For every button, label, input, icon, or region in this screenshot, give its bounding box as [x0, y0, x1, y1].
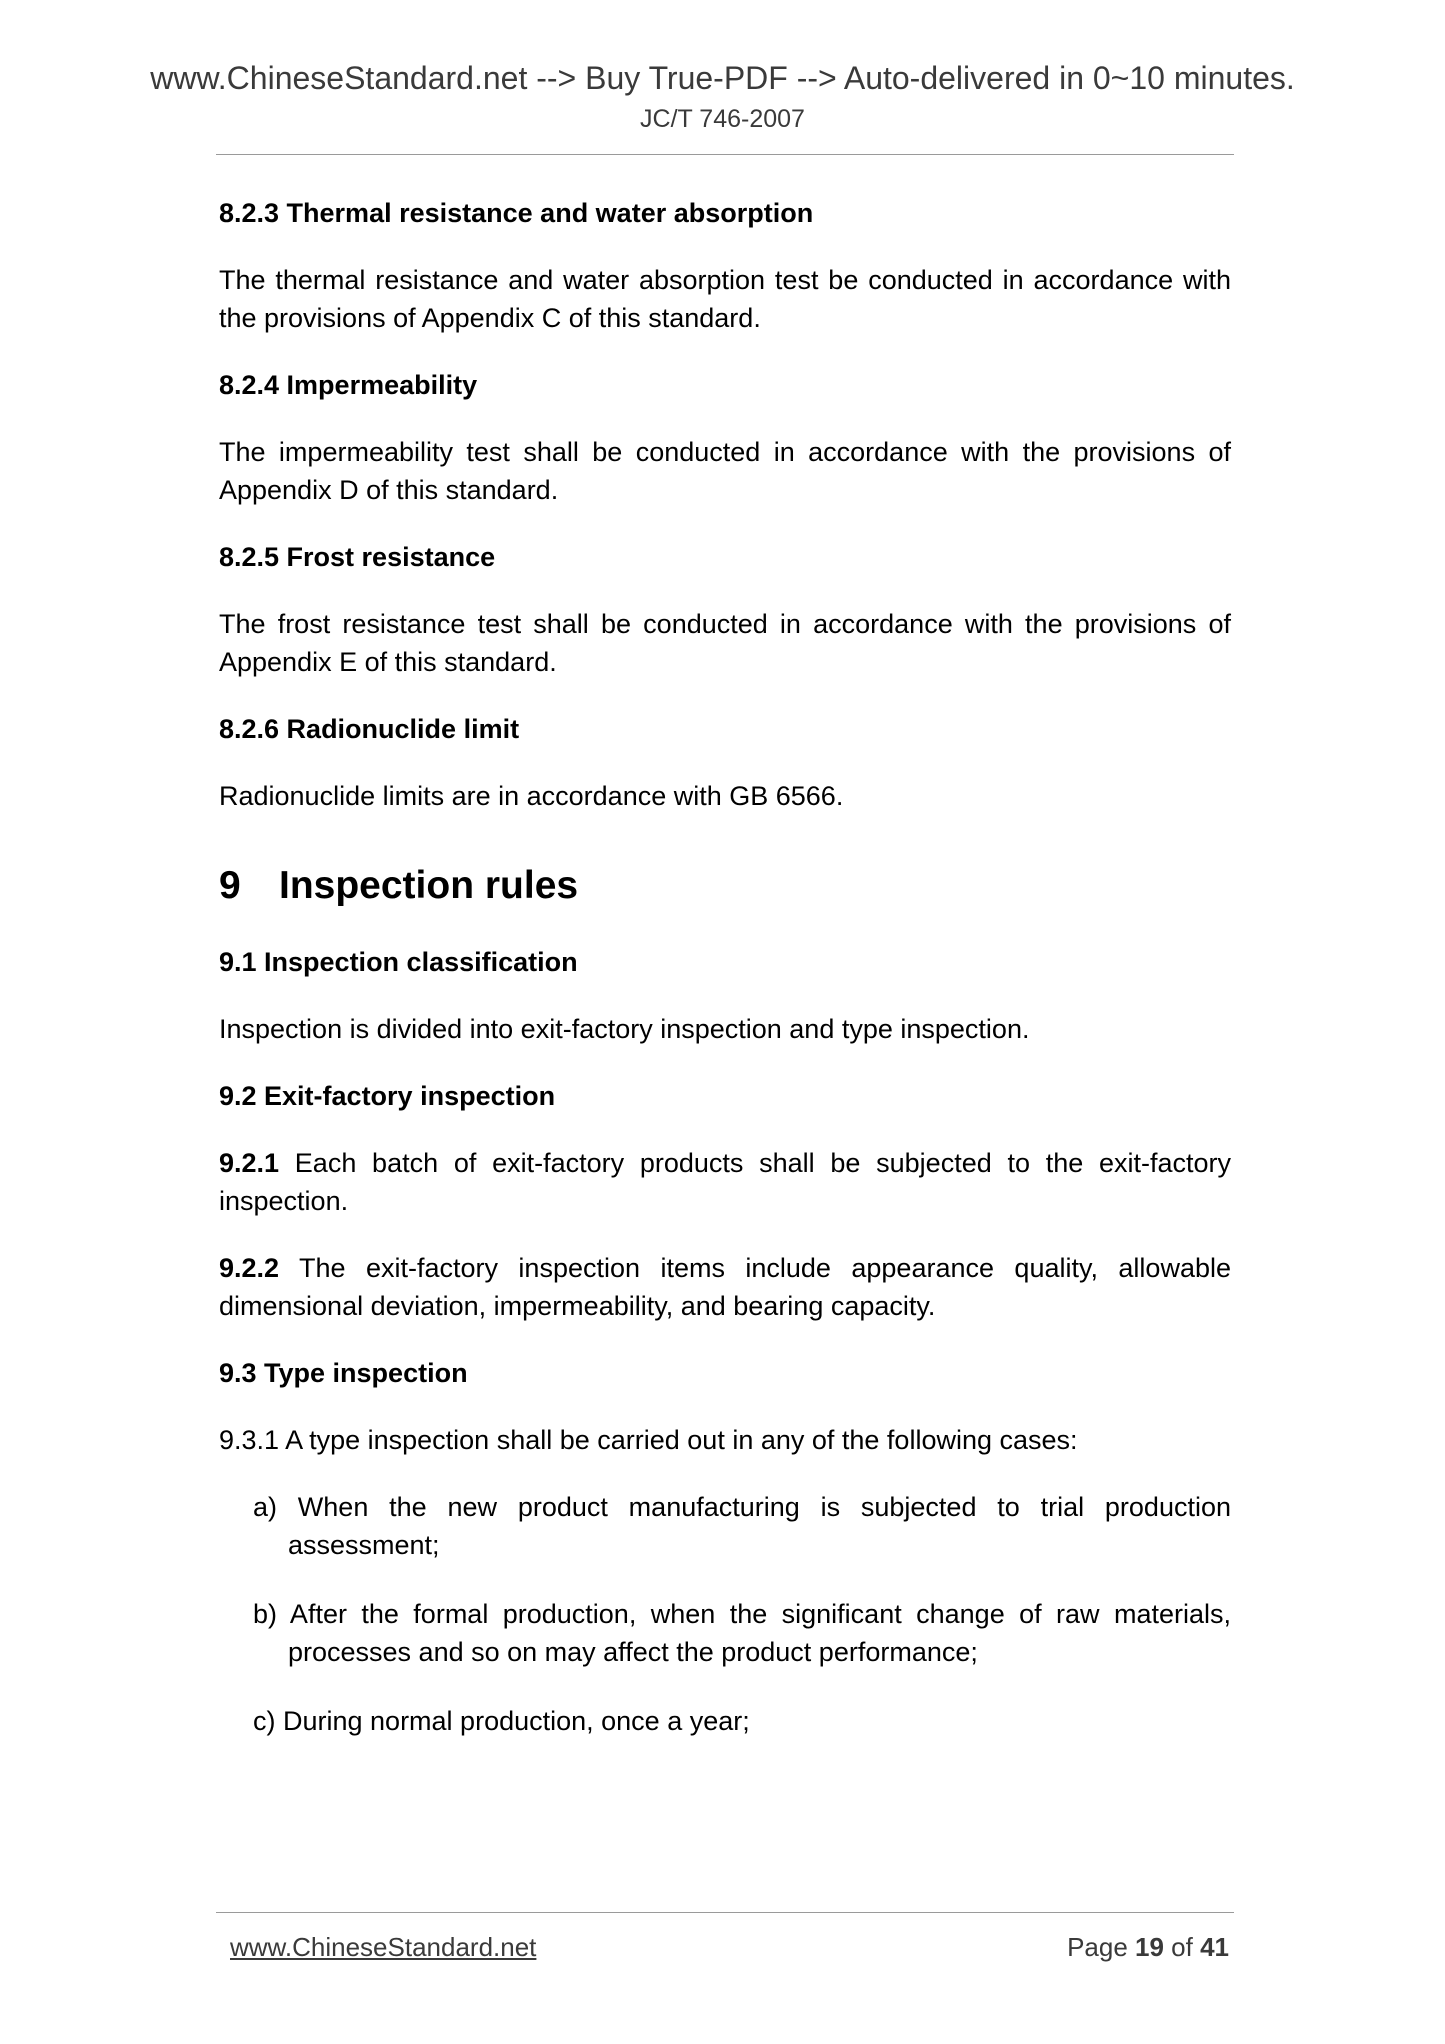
- section-9-2-2-number: 9.2.2: [219, 1253, 280, 1283]
- chapter-9-title: Inspection rules: [279, 864, 579, 907]
- section-8-2-4-text: The impermeability test shall be conducted in accordance with the provisions of Appendix D of this standard.: [219, 437, 1231, 505]
- section-8-2-3-text: The thermal resistance and water absorption test be conducted in accordance with the provisions of Appendix C of this standard.: [219, 265, 1231, 333]
- list-item-c-text: c) During normal production, once a year;: [253, 1706, 750, 1736]
- section-9-2-2-text: The exit-factory inspection items include appearance quality, allowable dimensional deviation, impermeability, and bearing capacity.: [219, 1253, 1231, 1321]
- footer-divider: [216, 1912, 1234, 1913]
- section-8-2-3-heading: 8.2.3 Thermal resistance and water absorption: [219, 198, 814, 228]
- list-item: [253, 1702, 1231, 1740]
- header-banner: www.ChineseStandard.net --> Buy True-PDF --> Auto-delivered in 0~10 minutes.: [150, 60, 1295, 96]
- section-9-2-1-paragraph: [219, 1144, 1231, 1220]
- section-9-2-2-paragraph: [219, 1249, 1231, 1325]
- section-9-1-heading: 9.1 Inspection classification: [219, 947, 578, 977]
- section-8-2-6-heading: 8.2.6 Radionuclide limit: [219, 714, 520, 744]
- section-8-2-5-heading: 8.2.5 Frost resistance: [219, 542, 496, 572]
- list-item-b-text: b) After the formal production, when the significant change of raw materials, processes and so on may affect the product performance;: [253, 1599, 1231, 1667]
- chapter-9-heading: [219, 861, 1231, 911]
- section-9-2-heading: 9.2 Exit-factory inspection: [219, 1081, 556, 1111]
- section-8-2-4-heading: 8.2.4 Impermeability: [219, 370, 478, 400]
- page-label: Page: [1067, 1932, 1136, 1962]
- section-9-2-1-text: Each batch of exit-factory products shall be subjected to the exit-factory inspection.: [219, 1148, 1231, 1216]
- of-label: of: [1163, 1932, 1201, 1962]
- section-9-1-text: Inspection is divided into exit-factory inspection and type inspection.: [219, 1014, 1030, 1044]
- page-number: [1067, 1931, 1229, 1963]
- page-body: [219, 194, 1231, 1771]
- section-9-3-heading: 9.3 Type inspection: [219, 1358, 468, 1388]
- footer-site-link[interactable]: www.ChineseStandard.net: [230, 1932, 537, 1962]
- list-item: [253, 1488, 1231, 1564]
- section-8-2-5-text: The frost resistance test shall be conducted in accordance with the provisions of Appendix E of this standard.: [219, 609, 1231, 677]
- current-page: 19: [1135, 1932, 1164, 1962]
- list-item-a-text: a) When the new product manufacturing is subjected to trial production assessment;: [253, 1492, 1231, 1560]
- list-item: [253, 1595, 1231, 1671]
- chapter-9-number: 9: [219, 864, 241, 907]
- section-9-3-1-text: 9.3.1 A type inspection shall be carried out in any of the following cases:: [219, 1425, 1078, 1455]
- header-divider: [216, 154, 1234, 155]
- standard-code: JC/T 746-2007: [640, 105, 805, 133]
- section-9-2-1-number: 9.2.1: [219, 1148, 280, 1178]
- total-pages: 41: [1200, 1932, 1229, 1962]
- section-8-2-6-text: Radionuclide limits are in accordance with GB 6566.: [219, 781, 844, 811]
